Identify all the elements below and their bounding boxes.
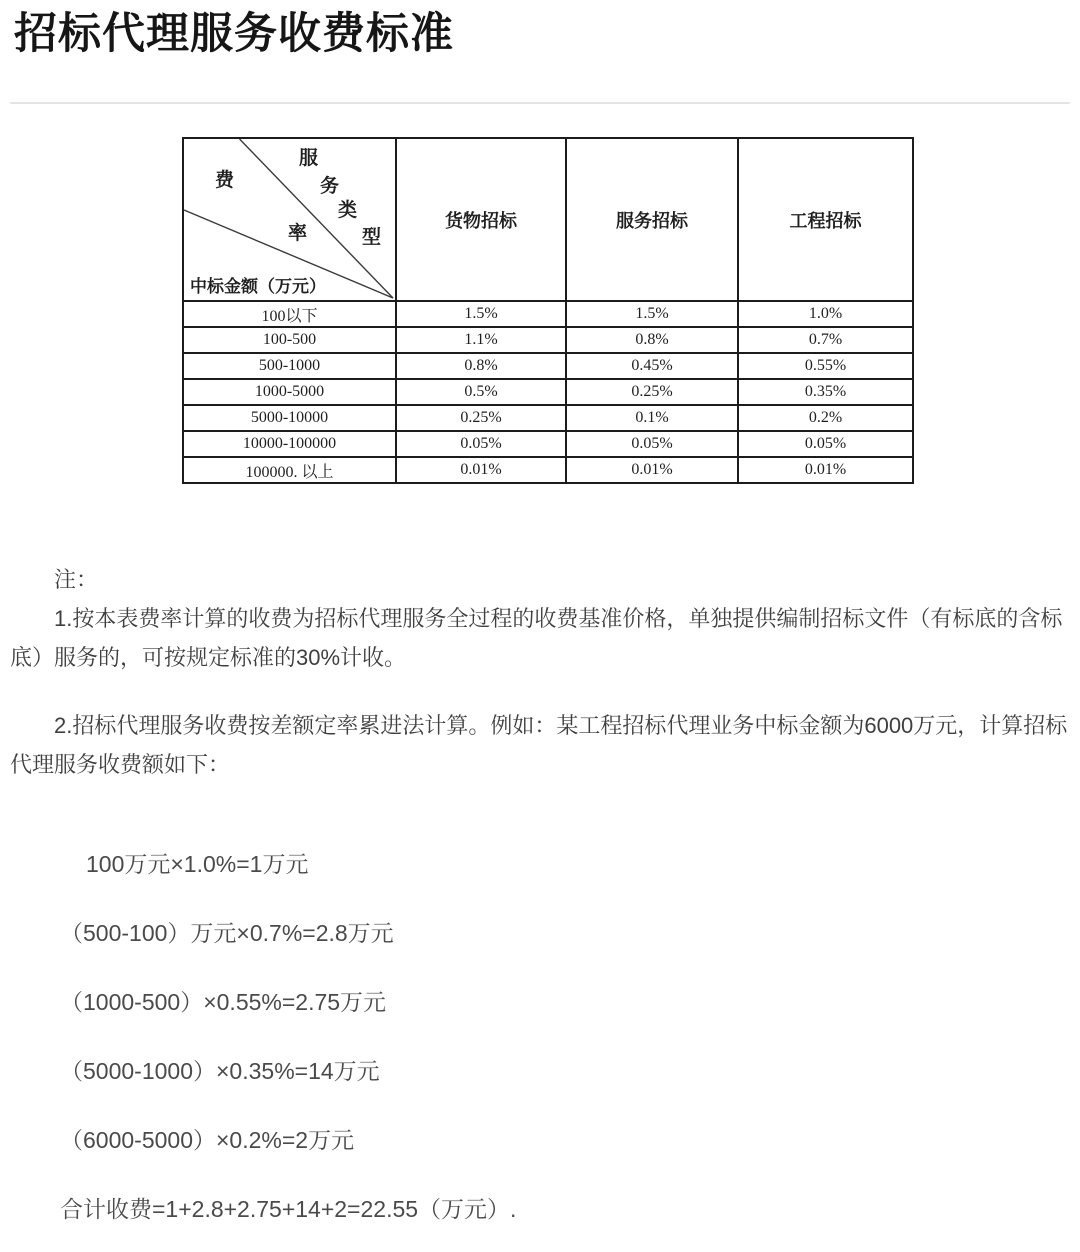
rate-cell: 1.5%	[396, 301, 566, 327]
rate-cell: 0.55%	[738, 353, 913, 379]
row-label: 1000-5000	[183, 379, 396, 405]
row-label: 10000-100000	[183, 431, 396, 457]
page-title: 招标代理服务收费标准	[14, 10, 454, 58]
row-label: 100以下	[183, 301, 396, 327]
note-item-2: 2.招标代理服务收费按差额定率累进法计算。例如：某工程招标代理业务中标金额为6000万元，计算招标代理服务收费额如下：	[10, 713, 1068, 777]
corner-fee-char: 率	[288, 223, 308, 244]
calc-line-2: （500-100）万元×0.7%=2.8万元	[60, 920, 394, 946]
calc-line-5: （6000-5000）×0.2%=2万元	[60, 1127, 355, 1153]
rate-cell: 0.35%	[738, 379, 913, 405]
rate-cell: 0.7%	[738, 327, 913, 353]
column-header-goods: 货物招标	[396, 138, 566, 301]
fee-table-container	[182, 137, 1080, 484]
rate-cell: 0.1%	[566, 405, 738, 431]
row-label: 5000-10000	[183, 405, 396, 431]
rate-cell: 0.05%	[738, 431, 913, 457]
table-row	[183, 431, 913, 457]
table-header-row	[183, 138, 913, 301]
table-row	[183, 405, 913, 431]
row-label: 100000. 以上	[183, 457, 396, 483]
row-label: 500-1000	[183, 353, 396, 379]
note-item-1: 1.按本表费率计算的收费为招标代理服务全过程的收费基准价格，单独提供编制招标文件（有标底的含标底）服务的，可按规定标准的30%计收。	[10, 606, 1063, 670]
corner-fee-char: 费	[215, 170, 235, 191]
calc-line-1: 100万元×1.0%=1万元	[86, 851, 309, 877]
rate-cell: 1.1%	[396, 327, 566, 353]
corner-service-char: 型	[362, 227, 382, 248]
row-label: 100-500	[183, 327, 396, 353]
table-row	[183, 353, 913, 379]
calc-line-4: （5000-1000）×0.35%=14万元	[60, 1058, 380, 1084]
rate-cell: 0.8%	[566, 327, 738, 353]
diagonal-header-cell	[183, 138, 396, 301]
fee-rate-table	[182, 137, 914, 484]
corner-service-char: 类	[338, 200, 358, 221]
table-row	[183, 457, 913, 483]
rate-cell: 0.45%	[566, 353, 738, 379]
column-header-engineering: 工程招标	[738, 138, 913, 301]
rate-cell: 0.01%	[396, 457, 566, 483]
table-row	[183, 327, 913, 353]
rate-cell: 0.05%	[396, 431, 566, 457]
rate-cell: 1.5%	[566, 301, 738, 327]
rate-cell: 0.25%	[396, 405, 566, 431]
table-row	[183, 301, 913, 327]
rate-cell: 0.5%	[396, 379, 566, 405]
rate-cell: 0.8%	[396, 353, 566, 379]
calc-line-3: （1000-500）×0.55%=2.75万元	[60, 989, 387, 1015]
notes-section	[10, 560, 1070, 784]
rate-cell: 0.01%	[738, 457, 913, 483]
corner-service-char: 服	[299, 148, 319, 169]
rate-cell: 1.0%	[738, 301, 913, 327]
calculation-section	[60, 830, 1080, 1244]
calc-total-line: 合计收费=1+2.8+2.75+14+2=22.55（万元）.	[60, 1196, 517, 1222]
notes-label: 注：	[54, 567, 99, 592]
column-header-service: 服务招标	[566, 138, 738, 301]
rate-cell: 0.25%	[566, 379, 738, 405]
diagonal-lines	[184, 139, 395, 300]
table-row	[183, 379, 913, 405]
rate-cell: 0.05%	[566, 431, 738, 457]
rate-cell: 0.2%	[738, 405, 913, 431]
title-divider	[10, 102, 1070, 104]
rate-cell: 0.01%	[566, 457, 738, 483]
corner-amount-label: 中标金额（万元）	[190, 277, 326, 296]
corner-service-char: 务	[320, 176, 340, 197]
